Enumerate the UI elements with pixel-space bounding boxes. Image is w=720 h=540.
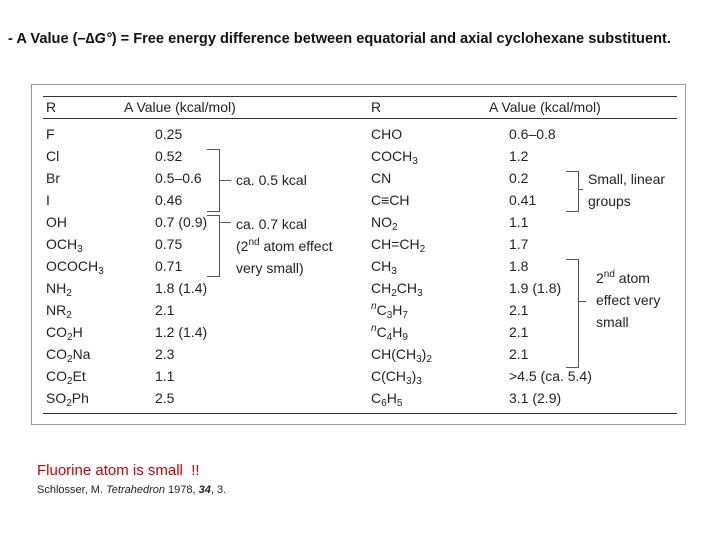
left-substituent-9: $CO_2H$ (46, 324, 83, 343)
right-substituent-8: $^nC_3H_7$ (371, 301, 408, 321)
right-substituent-0: CHO (371, 126, 403, 142)
left-substituent-3: I (46, 192, 50, 208)
alkyl-note-2: effect very (596, 292, 661, 308)
right-substituent-4: $NO_2$ (371, 214, 398, 233)
right-substituent-7: $CH_2CH_3$ (371, 280, 423, 299)
right-r-header: R (371, 99, 382, 115)
left-a-value-header: A Value (kcal/mol) (124, 99, 236, 115)
header-prefix: - A Value ( (8, 31, 78, 47)
header-suffix: ) = Free energy difference between equatorial and axial cyclohexane substituent. (111, 31, 671, 47)
right-substituent-1: $COCH_3$ (371, 148, 418, 167)
left-r-header: R (46, 99, 57, 115)
right-a-value-3: 0.41 (509, 192, 537, 208)
left-a-value-11: 1.1 (155, 368, 175, 384)
left-substituent-11: $CO_2Et$ (46, 368, 86, 387)
left-substituent-8: $NR_2$ (46, 302, 72, 321)
left-a-value-8: 2.1 (155, 302, 175, 318)
table-header-rule (43, 118, 677, 119)
right-a-value-header: A Value (kcal/mol) (489, 99, 601, 115)
right-a-value-11: >4.5 (ca. 5.4) (509, 368, 592, 384)
right-a-value-6: 1.8 (509, 258, 529, 274)
right-substituent-12: $C_6H_5$ (371, 390, 403, 409)
right-a-value-8: 2.1 (509, 302, 529, 318)
right-a-value-4: 1.1 (509, 214, 529, 230)
right-a-value-0: 0.6–0.8 (509, 126, 556, 142)
left-substituent-5: $OCH_3$ (46, 236, 83, 255)
left-a-value-12: 2.5 (155, 390, 175, 406)
left-substituent-6: $OCOCH_3$ (46, 258, 104, 277)
footer-title: Fluorine atom is small !! (37, 462, 200, 479)
right-a-value-7: 1.9 (1.8) (509, 280, 562, 296)
citation: Schlosser, M. Tetrahedron 1978, 34, 3. (37, 484, 227, 496)
oxygen-bracket (207, 215, 220, 277)
right-substituent-3: C≡CH (371, 192, 410, 208)
left-a-value-5: 0.75 (155, 236, 183, 252)
table-top-rule (43, 96, 677, 97)
right-substituent-6: $CH_3$ (371, 258, 397, 277)
right-a-value-12: 3.1 (2.9) (509, 390, 562, 406)
left-substituent-4: OH (46, 214, 67, 230)
right-substituent-5: $CH=CH_2$ (371, 236, 426, 255)
oxygen-note-3: very small) (236, 260, 304, 276)
left-a-value-6: 0.71 (155, 258, 183, 274)
page-header (8, 31, 671, 47)
left-a-value-0: 0.25 (155, 126, 183, 142)
alkyl-note-3: small (596, 314, 629, 330)
linear-note-1: Small, linear (588, 171, 666, 187)
left-a-value-10: 2.3 (155, 346, 175, 362)
right-a-value-1: 1.2 (509, 148, 529, 164)
table-bottom-rule (43, 413, 677, 414)
left-substituent-10: $CO_2Na$ (46, 346, 91, 365)
left-substituent-0: F (46, 126, 55, 142)
left-substituent-7: $NH_2$ (46, 280, 72, 299)
oxygen-bracket-tick (219, 222, 231, 223)
right-a-value-5: 1.7 (509, 236, 529, 252)
right-a-value-9: 2.1 (509, 324, 529, 340)
alkyl-note-1: 2nd atom (596, 269, 650, 286)
left-a-value-4: 0.7 (0.9) (155, 214, 208, 230)
left-substituent-1: Cl (46, 148, 60, 164)
linear-note-2: groups (588, 193, 631, 209)
header-symbol: –∆G° (77, 31, 112, 47)
linear-groups-bracket (566, 171, 579, 212)
left-a-value-9: 1.2 (1.4) (155, 324, 208, 340)
right-substituent-11: $C(CH_3)_3$ (371, 368, 422, 387)
right-substituent-10: $CH(CH_3)_2$ (371, 346, 432, 365)
linear-groups-bracket-tick (578, 189, 583, 190)
right-substituent-9: $^nC_4H_9$ (371, 323, 408, 343)
left-a-value-3: 0.46 (155, 192, 183, 208)
right-substituent-2: CN (371, 170, 392, 186)
oxygen-note-2: (2nd atom effect (236, 237, 333, 254)
left-a-value-1: 0.52 (155, 148, 183, 164)
alkyl-bracket-tick (578, 301, 586, 302)
oxygen-note-1: ca. 0.7 kcal (236, 216, 307, 232)
halogen-note: ca. 0.5 kcal (236, 172, 307, 188)
left-a-value-7: 1.8 (1.4) (155, 280, 208, 296)
alkyl-bracket (566, 259, 579, 368)
left-a-value-2: 0.5–0.6 (155, 170, 202, 186)
halogen-bracket-tick (219, 180, 231, 181)
right-a-value-2: 0.2 (509, 170, 529, 186)
left-substituent-2: Br (46, 170, 60, 186)
left-substituent-12: $SO_2Ph$ (46, 390, 89, 409)
right-a-value-10: 2.1 (509, 346, 529, 362)
